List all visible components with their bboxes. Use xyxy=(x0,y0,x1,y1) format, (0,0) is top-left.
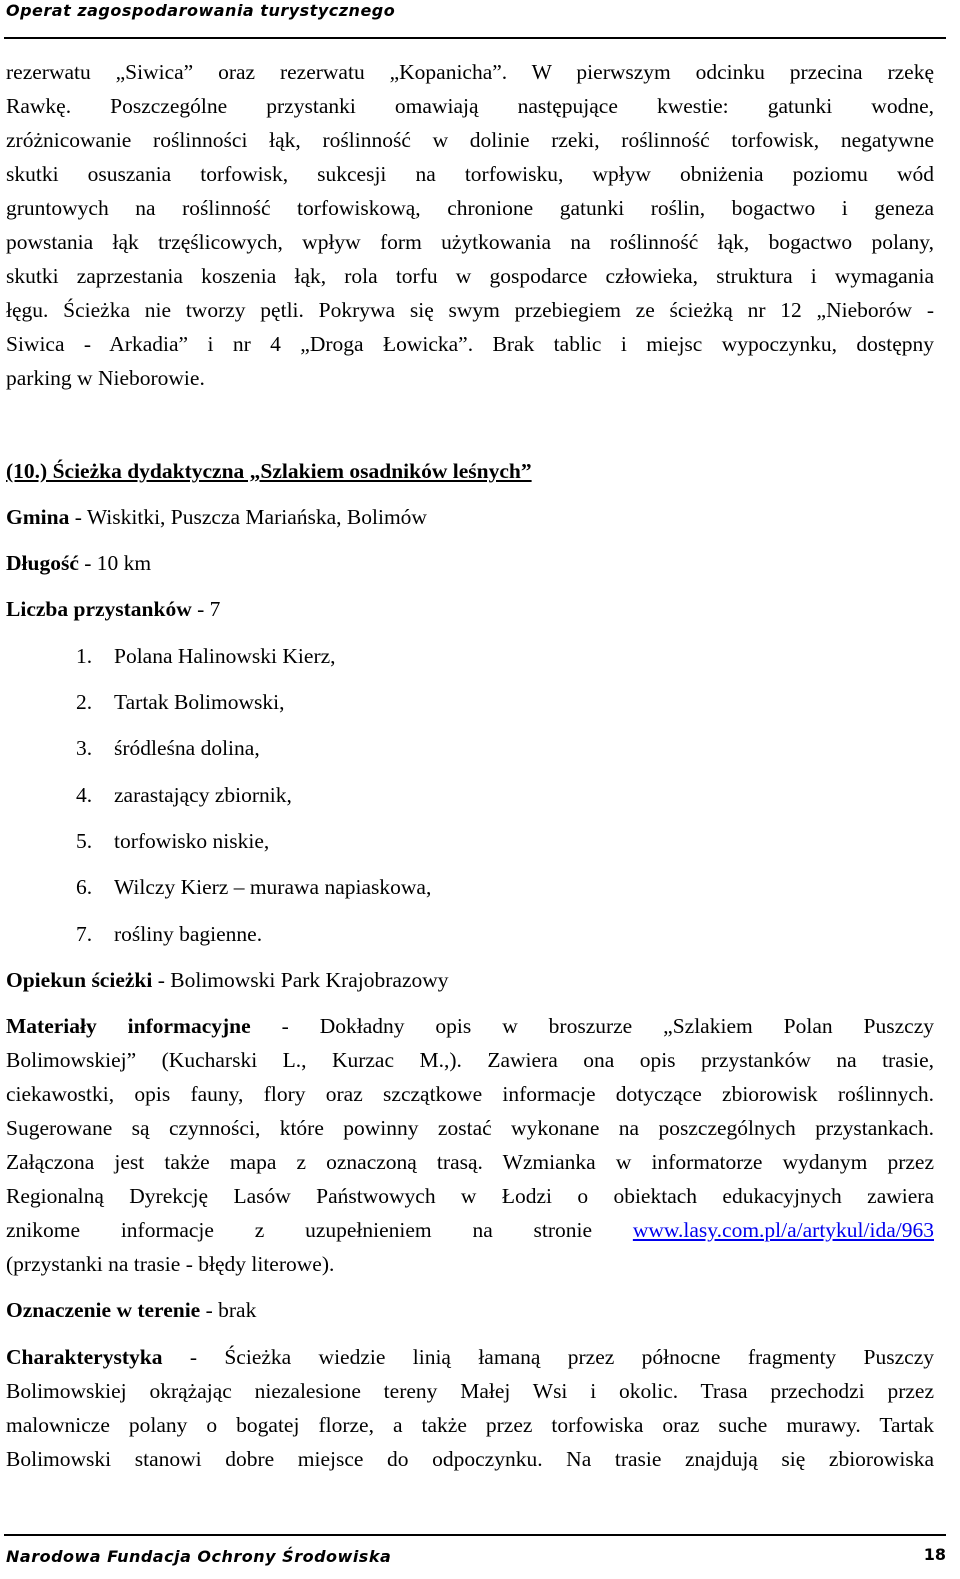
list-item-label: Tartak Bolimowski, xyxy=(114,690,285,714)
list-item xyxy=(76,781,292,809)
footer-divider xyxy=(4,1534,946,1536)
marking-value: - brak xyxy=(200,1298,257,1322)
stops-count-row xyxy=(6,595,934,623)
list-item-label: Wilczy Kierz – murawa napiaskowa, xyxy=(114,875,432,899)
section-title: (10.) Ścieżka dydaktyczna „Szlakiem osadników leśnych” xyxy=(6,459,532,483)
length-row xyxy=(6,549,934,577)
list-item-number: 4. xyxy=(76,783,93,807)
materials-text: - Dokładny opis w broszurze „Szlakiem Polan Puszczy xyxy=(250,1014,934,1038)
materials-line: ciekawostki, opis fauny, flory oraz szczątkowe informacje dotyczące zbiorowisk roślinnych. xyxy=(6,1082,934,1106)
intro-line: skutki osuszania torfowisk, sukcesji na torfowisku, wpływ obniżenia poziomu wód xyxy=(6,162,934,186)
gmina-value: - Wiskitki, Puszcza Mariańska, Bolimów xyxy=(69,505,427,529)
length-label: Długość xyxy=(6,551,79,575)
list-item-number: 1. xyxy=(76,644,93,668)
intro-line: rezerwatu „Siwica” oraz rezerwatu „Kopanicha”. W pierwszym odcinku przecina rzekę xyxy=(6,60,934,84)
header-divider xyxy=(4,37,946,39)
characteristics-line: malownicze polany o bogatej florze, a także przez torfowiska oraz suche murawy. Tartak xyxy=(6,1413,934,1437)
list-item-label: śródleśna dolina, xyxy=(114,736,260,760)
list-item xyxy=(76,827,269,855)
marking-row xyxy=(6,1296,934,1324)
list-item-number: 7. xyxy=(76,922,93,946)
gmina-row xyxy=(6,503,934,531)
stops-count-value: - 7 xyxy=(191,597,221,621)
characteristics-line: Bolimowski stanowi dobre miejsce do odpoczynku. Na trasie znajdują się zbiorowiska xyxy=(6,1447,934,1471)
intro-line: gruntowych na roślinność torfowiskową, chronione gatunki roślin, bogactwo i geneza xyxy=(6,196,934,220)
list-item-label: Polana Halinowski Kierz, xyxy=(114,644,336,668)
list-item-number: 2. xyxy=(76,690,93,714)
list-item xyxy=(76,642,336,670)
list-item xyxy=(76,734,260,762)
materials-label: Materiały informacyjne xyxy=(6,1014,251,1038)
forest-website-link[interactable]: www.lasy.com.pl/a/artykul/ida/963 xyxy=(632,1218,934,1242)
length-value: - 10 km xyxy=(78,551,152,575)
list-item-number: 6. xyxy=(76,875,93,899)
list-item-label: zarastający zbiornik, xyxy=(114,783,292,807)
intro-line: parking w Nieborowie. xyxy=(6,366,205,390)
list-item-label: rośliny bagienne. xyxy=(114,922,263,946)
materials-line xyxy=(6,1012,934,1040)
page-number: 18 xyxy=(923,1545,946,1564)
materials-line: Bolimowskiej” (Kucharski L., Kurzac M.,). Zawiera ona opis przystanków na trasie, xyxy=(6,1048,934,1072)
list-item xyxy=(76,920,262,948)
intro-line: powstania łąk trzęślicowych, wpływ form użytkowania na roślinność łąk, bogactwo polany, xyxy=(6,230,934,254)
caretaker-row xyxy=(6,966,934,994)
stops-count-label: Liczba przystanków xyxy=(6,597,192,621)
intro-line: Siwica - Arkadia” i nr 4 „Droga Łowicka”. Brak tablic i miejsc wypoczynku, dostępny xyxy=(6,332,934,356)
intro-line: Rawkę. Poszczególne przystanki omawiają następujące kwestie: gatunki wodne, xyxy=(6,94,934,118)
materials-line: Regionalną Dyrekcję Lasów Państwowych w Łodzi o obiektach edukacyjnych zawiera xyxy=(6,1184,934,1208)
materials-line: Sugerowane są czynności, które powinny zostać wykonane na poszczególnych przystankach. xyxy=(6,1116,934,1140)
characteristics-label: Charakterystyka xyxy=(6,1345,163,1369)
caretaker-label: Opiekun ścieżki xyxy=(6,968,153,992)
marking-label: Oznaczenie w terenie xyxy=(6,1298,201,1322)
materials-line: (przystanki na trasie - błędy literowe). xyxy=(6,1252,335,1276)
list-item-label: torfowisko niskie, xyxy=(114,829,270,853)
intro-line: skutki zaprzestania koszenia łąk, rola torfu w gospodarce człowieka, struktura i wymagania xyxy=(6,264,934,288)
materials-line xyxy=(6,1216,934,1244)
list-item-number: 5. xyxy=(76,829,93,853)
materials-text: znikome informacje z uzupełnieniem na stronie xyxy=(6,1218,593,1242)
materials-line: Załączona jest także mapa z oznaczoną trasą. Wzmianka w informatorze wydanym przez xyxy=(6,1150,934,1174)
footer-organization: Narodowa Fundacja Ochrony Środowiska xyxy=(6,1547,392,1566)
list-item xyxy=(76,873,431,901)
intro-line: zróżnicowanie roślinności łąk, roślinność w dolinie rzeki, roślinność torfowisk, negatywne xyxy=(6,128,934,152)
characteristics-line xyxy=(6,1343,934,1371)
list-item-number: 3. xyxy=(76,736,93,760)
gmina-label: Gmina xyxy=(6,505,70,529)
list-item xyxy=(76,688,284,716)
characteristics-text: - Ścieżka wiedzie linią łamaną przez północne fragmenty Puszczy xyxy=(162,1345,934,1369)
caretaker-value: - Bolimowski Park Krajobrazowy xyxy=(152,968,449,992)
intro-line: łęgu. Ścieżka nie tworzy pętli. Pokrywa się swym przebiegiem ze ścieżką nr 12 „Nieborów - xyxy=(6,298,934,322)
characteristics-line: Bolimowskiej okrążając niezalesione tereny Małej Wsi i okolic. Trasa przechodzi przez xyxy=(6,1379,934,1403)
header-title: Operat zagospodarowania turystycznego xyxy=(6,1,396,20)
